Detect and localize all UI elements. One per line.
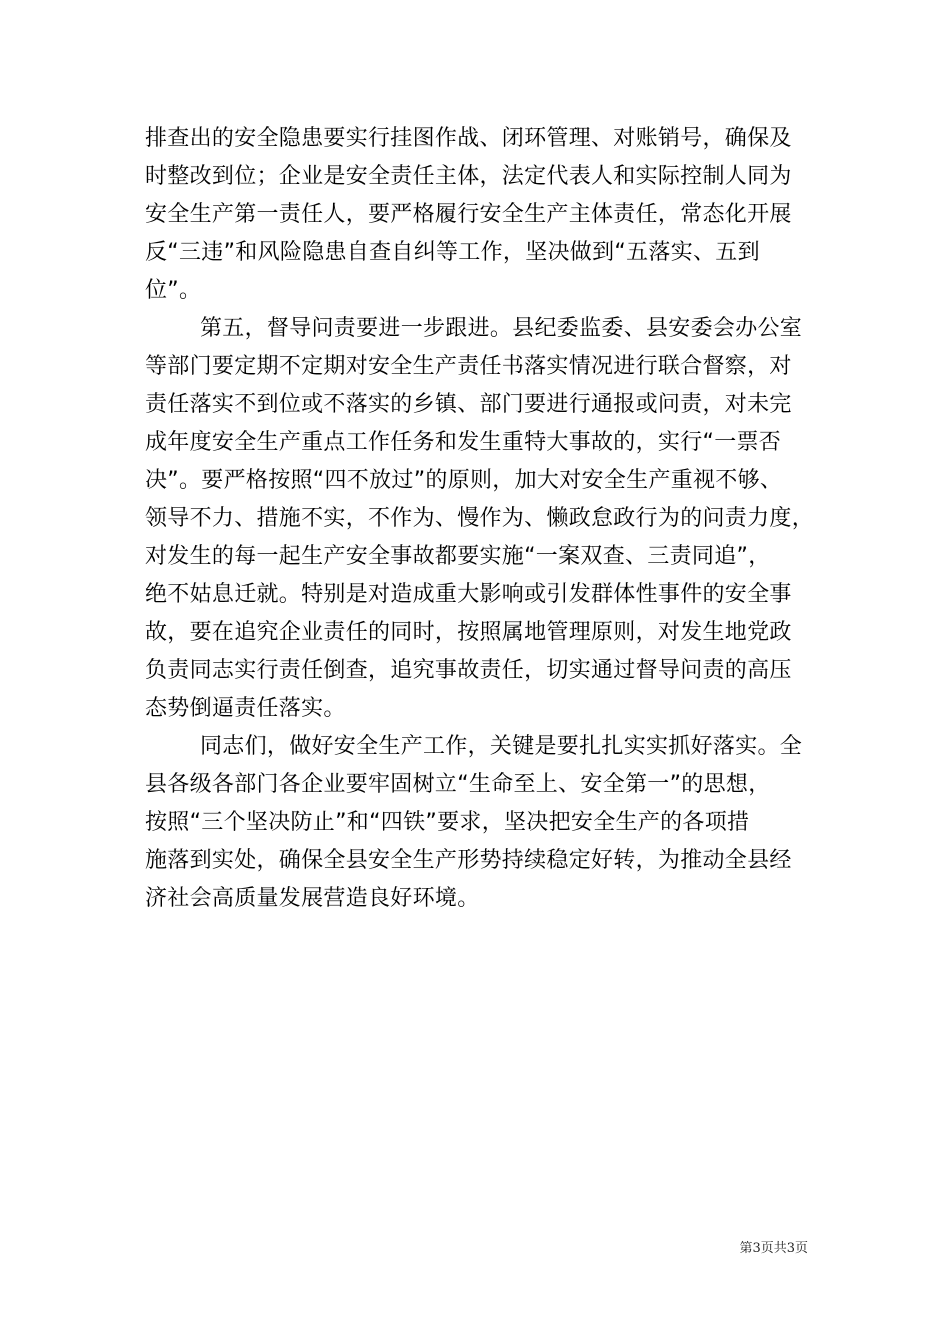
text-line: 施落到实处，确保全县安全生产形势持续稳定好转，为推动全县经	[145, 848, 792, 873]
page-number-footer: 第3页共3页	[739, 1241, 808, 1256]
text-line: 绝不姑息迁就。特别是对造成重大影响或引发群体性事件的安全事	[145, 582, 792, 607]
text-line: 责任落实不到位或不落实的乡镇、部门要进行通报或问责，对未完	[145, 392, 792, 417]
text-line: 位”。	[145, 278, 202, 303]
text-line: 按照“三个坚决防止”和“四铁”要求，坚决把安全生产的各项措	[145, 810, 750, 835]
paragraph-fifth-point	[145, 310, 815, 728]
text-line: 成年度安全生产重点工作任务和发生重特大事故的，实行“一票否	[145, 430, 782, 455]
text-line: 决”。要严格按照“四不放过”的原则，加大对安全生产重视不够、	[145, 468, 783, 493]
text-line: 安全生产第一责任人，要严格履行安全生产主体责任，常态化开展	[145, 202, 792, 227]
text-line: 时整改到位；企业是安全责任主体，法定代表人和实际控制人同为	[145, 164, 792, 189]
text-line: 反“三违”和风险隐患自查自纠等工作，坚决做到“五落实、五到	[145, 240, 760, 265]
text-line: 领导不力、措施不实，不作为、慢作为、懒政怠政行为的问责力度，	[145, 506, 815, 531]
text-line: 第五，督导问责要进一步跟进。县纪委监委、县安委会办公室	[200, 316, 803, 341]
text-line: 对发生的每一起生产安全事故都要实施“一案双查、三责同追”，	[145, 544, 771, 569]
text-line: 县各级各部门各企业要牢固树立“生命至上、安全第一”的思想，	[145, 772, 771, 797]
text-line: 同志们，做好安全生产工作，关键是要扎扎实实抓好落实。全	[200, 734, 803, 759]
text-line: 等部门要定期不定期对安全生产责任书落实情况进行联合督察，对	[145, 354, 792, 379]
document-body	[145, 120, 815, 918]
text-line: 济社会高质量发展营造良好环境。	[145, 886, 480, 911]
paragraph-closing	[145, 728, 805, 918]
paragraph-continuation	[145, 120, 805, 310]
text-line: 排查出的安全隐患要实行挂图作战、闭环管理、对账销号，确保及	[145, 126, 792, 151]
text-line: 负责同志实行责任倒查，追究事故责任，切实通过督导问责的高压	[145, 658, 792, 683]
text-line: 故，要在追究企业责任的同时，按照属地管理原则，对发生地党政	[145, 620, 792, 645]
text-line: 态势倒逼责任落实。	[145, 696, 346, 721]
